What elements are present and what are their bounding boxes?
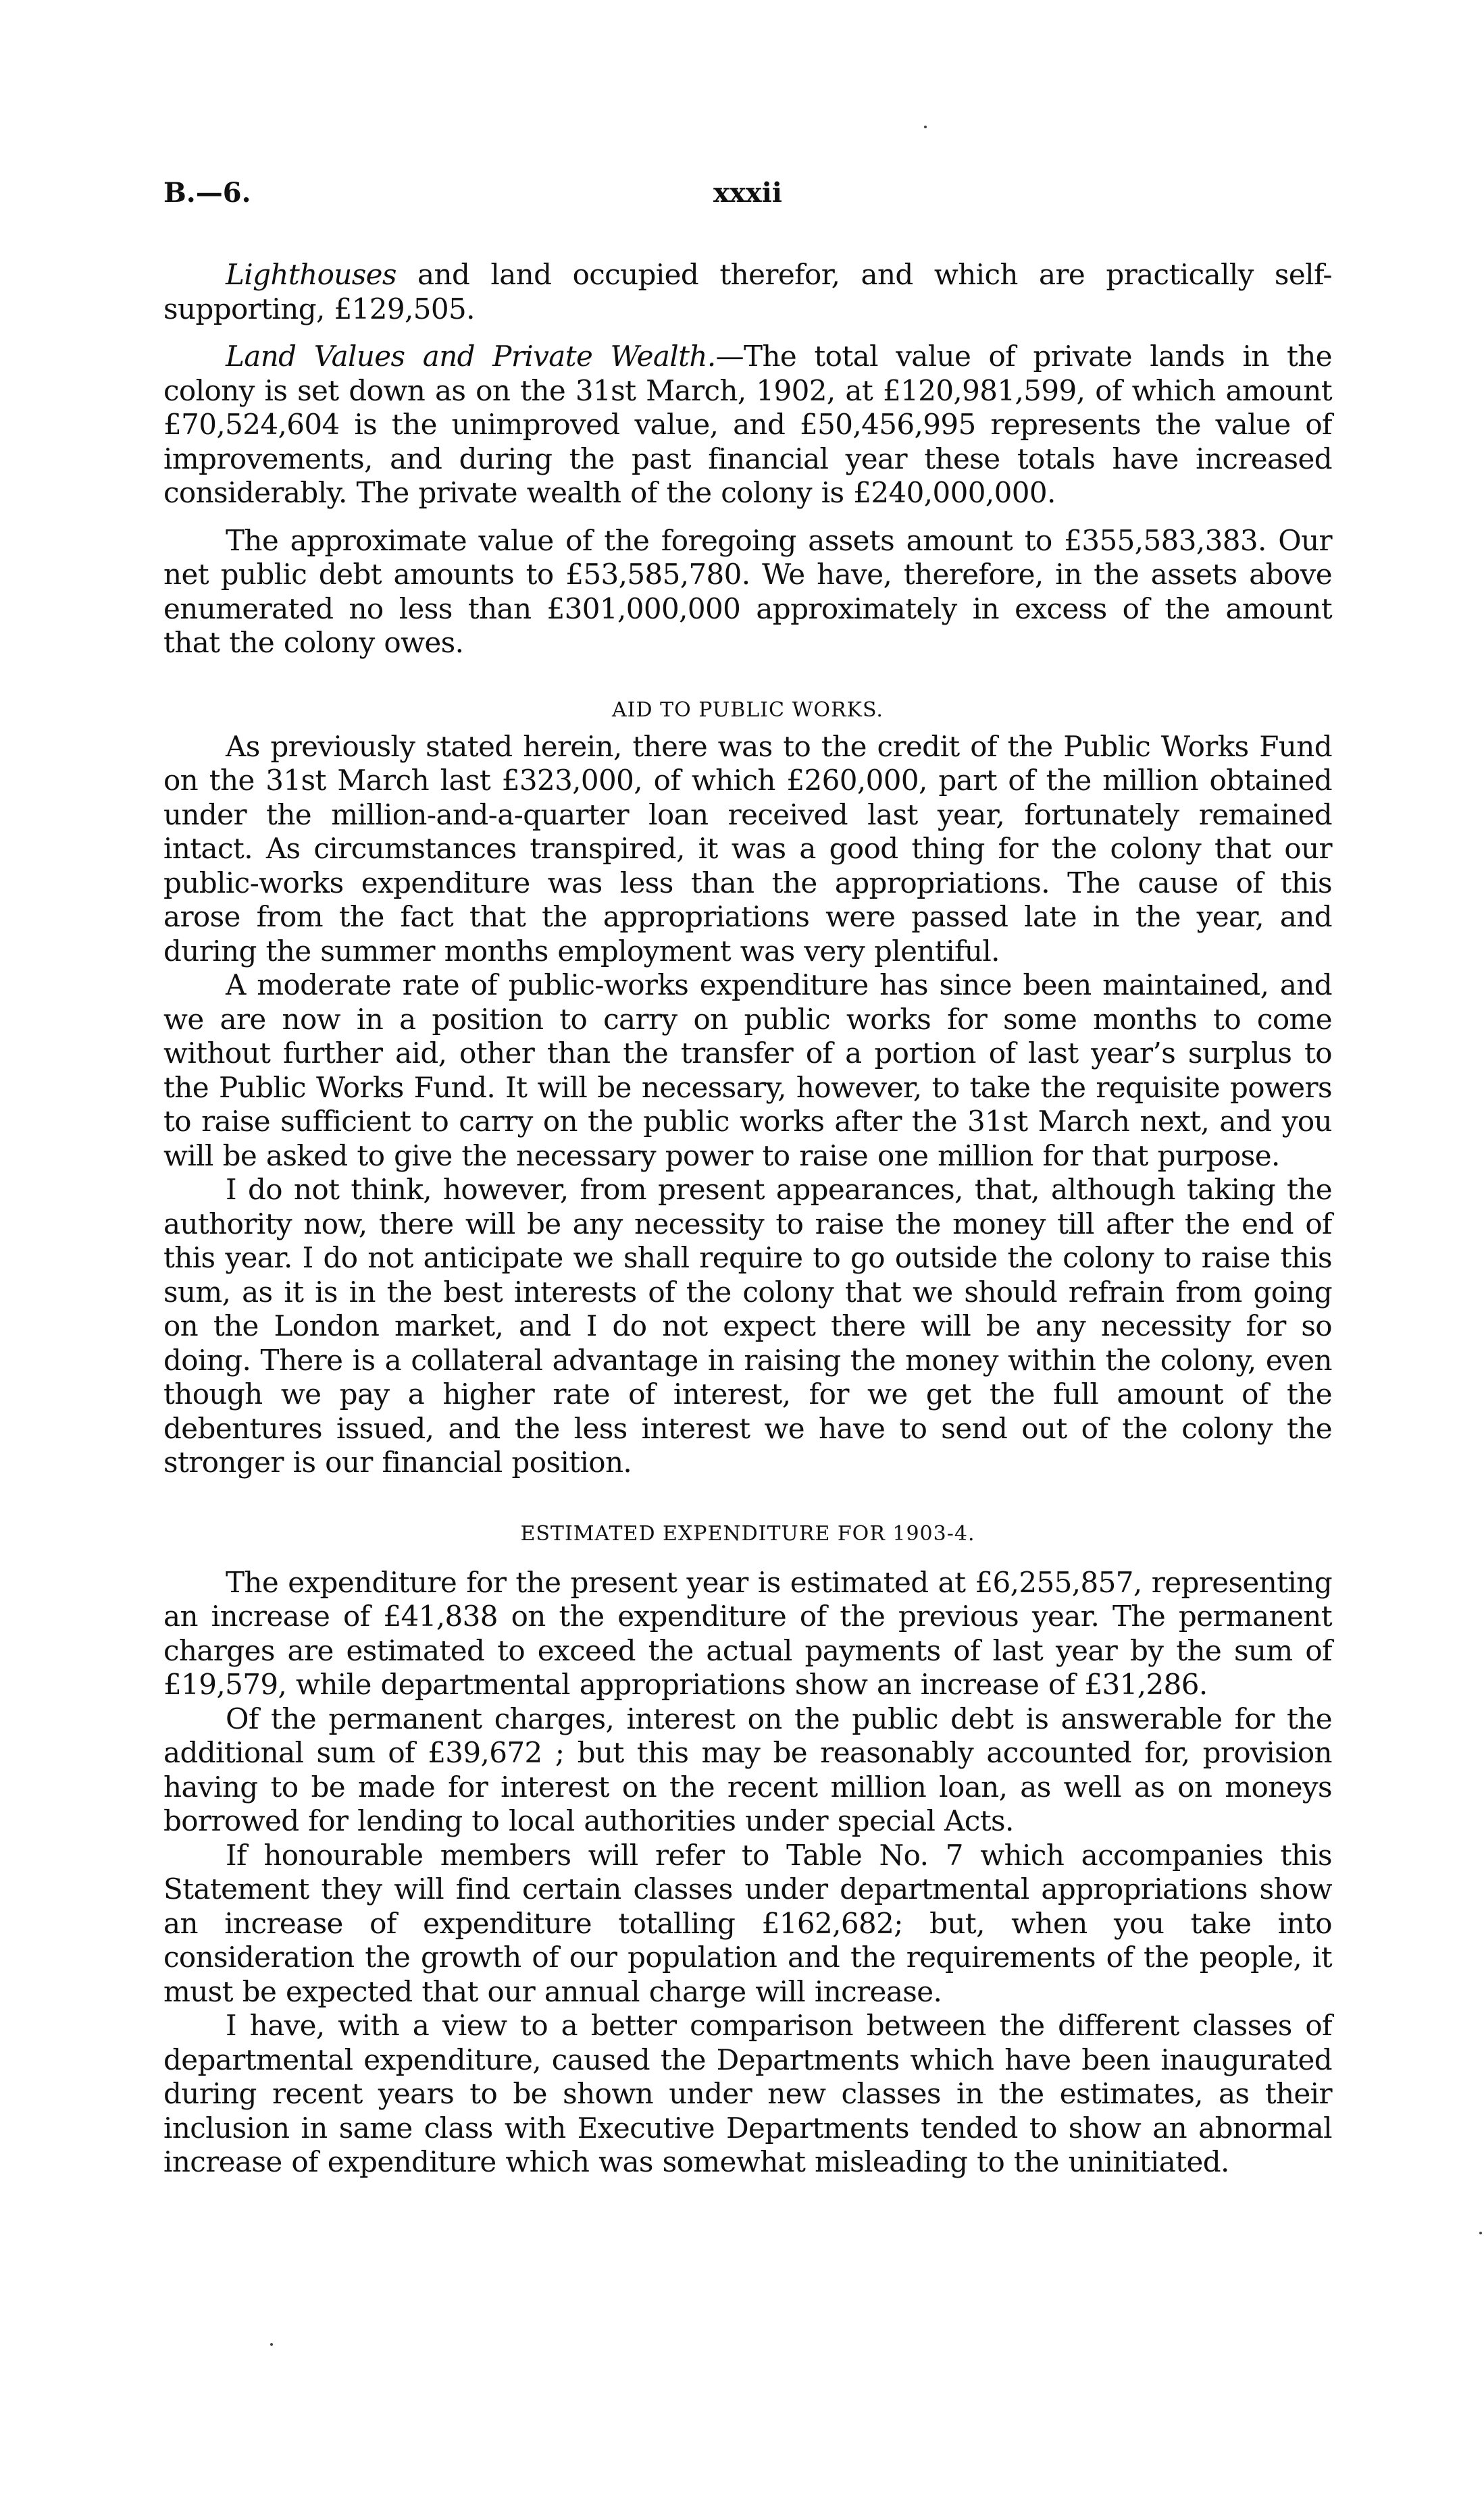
paragraph-aid-2: A moderate rate of public-works expenditure has since been maintained, and we are now in a position to carry on public works for some months to come without further aid, other than the transfer of a portion of last year’s surplus to the Public Works Fund. It will be necessary, however, to take the requisite powers to raise sufficient to carry on the public works after the 31st March next, and you will be asked to give the necessary power to raise one million for that purpose. — [163, 968, 1332, 1172]
paragraph-aid-1: As previously stated herein, there was to the credit of the Public Works Fund on the 31st March last £323,000, of which £260,000, part of the million obtained under the million-and-a-quarter loan received last year, fortunately remained intact. As circumstances transpired, it was a good thing for the colony that our public-works expenditure was less than the appropriations. The cause of this arose from the fact that the appropriations were passed late in the year, and during the summer months employment was very plentiful. — [163, 729, 1332, 968]
paragraph-est-1: The expenditure for the present year is estimated at £6,255,857, representing an increase of £41,838 on the expenditure of the previous year. The permanent charges are estimated to exceed the actual payments of last year by the sum of £19,579, while departmental appropriations show an increase of £31,286. — [163, 1565, 1332, 1701]
paragraph-lighthouses — [163, 258, 1332, 326]
paragraph-text: —The total value of private lands in the colony is set down as on the 31st March, 1902, at £120,981,599, of which amount £70,524,604 is the unimproved value, and £50,456,995 represents the value of improvements, and during the past financial year these totals have increased considerably. The private wealth of the colony is £240,000,000. — [163, 340, 1332, 509]
document-reference: B.—6. — [163, 177, 251, 209]
italic-lead-land-values: Land Values and Private Wealth. — [226, 340, 716, 373]
scan-speck — [1479, 2232, 1482, 2234]
scan-speck — [270, 2343, 273, 2346]
italic-lead-lighthouses: Lighthouses — [226, 258, 396, 291]
document-page — [163, 169, 1332, 2180]
paragraph-est-3: If honourable members will refer to Table No. 7 which accompanies this Statement they will find certain classes under departmental appropriations show an increase of expenditure totalling £162,682; but, when you take into consideration the growth of our population and the requirements of the people, it must be expected that our annual charge will increase. — [163, 1838, 1332, 2008]
paragraph-est-2: Of the permanent charges, interest on the public debt is answerable for the additional sum of £39,672 ; but this may be reasonably accounted for, provision having to be made for interest on the recent million loan, as well as on moneys borrowed for lending to local authorities under special Acts. — [163, 1702, 1332, 1837]
page-number: xxxii — [713, 177, 782, 209]
section-heading-estimated-expenditure: ESTIMATED EXPENDITURE FOR 1903-4. — [520, 1521, 975, 1546]
paragraph-aid-3: I do not think, however, from present appearances, that, although taking the authority now, there will be any necessity to raise the money till after the end of this year. I do not anticipate we shall require to go outside the colony to raise this sum, as it is in the best interests of the colony that we should refrain from going on the London market, and I do not expect there will be any necessity for so doing. There is a collateral advantage in raising the money within the colony, even though we pay a higher rate of interest, for we get the full amount of the debentures issued, and the less interest we have to send out of the colony the stronger is our financial position. — [163, 1173, 1332, 1479]
running-header — [163, 169, 1332, 216]
paragraph-text: and land occupied therefor, and which are practically self-supporting, £129,505. — [163, 258, 1332, 325]
paragraph-assets: The approximate value of the foregoing assets amount to £355,583,383. Our net public debt amounts to £53,585,780. We have, therefore, in the assets above enumerated no less than £301,000,000 approximately in excess of the amount that the colony owes. — [163, 523, 1332, 659]
scan-speck — [924, 126, 927, 128]
paragraph-est-4: I have, with a view to a better comparison between the different classes of departmental expenditure, caused the Departments which have been inaugurated during recent years to be shown under new classes in the estimates, as their inclusion in same class with Executive Departments tended to show an abnormal increase of expenditure which was somewhat misleading to the uninitiated. — [163, 2009, 1332, 2178]
section-heading-aid-to-public-works: AID TO PUBLIC WORKS. — [612, 698, 884, 722]
paragraph-land-values — [163, 340, 1332, 510]
